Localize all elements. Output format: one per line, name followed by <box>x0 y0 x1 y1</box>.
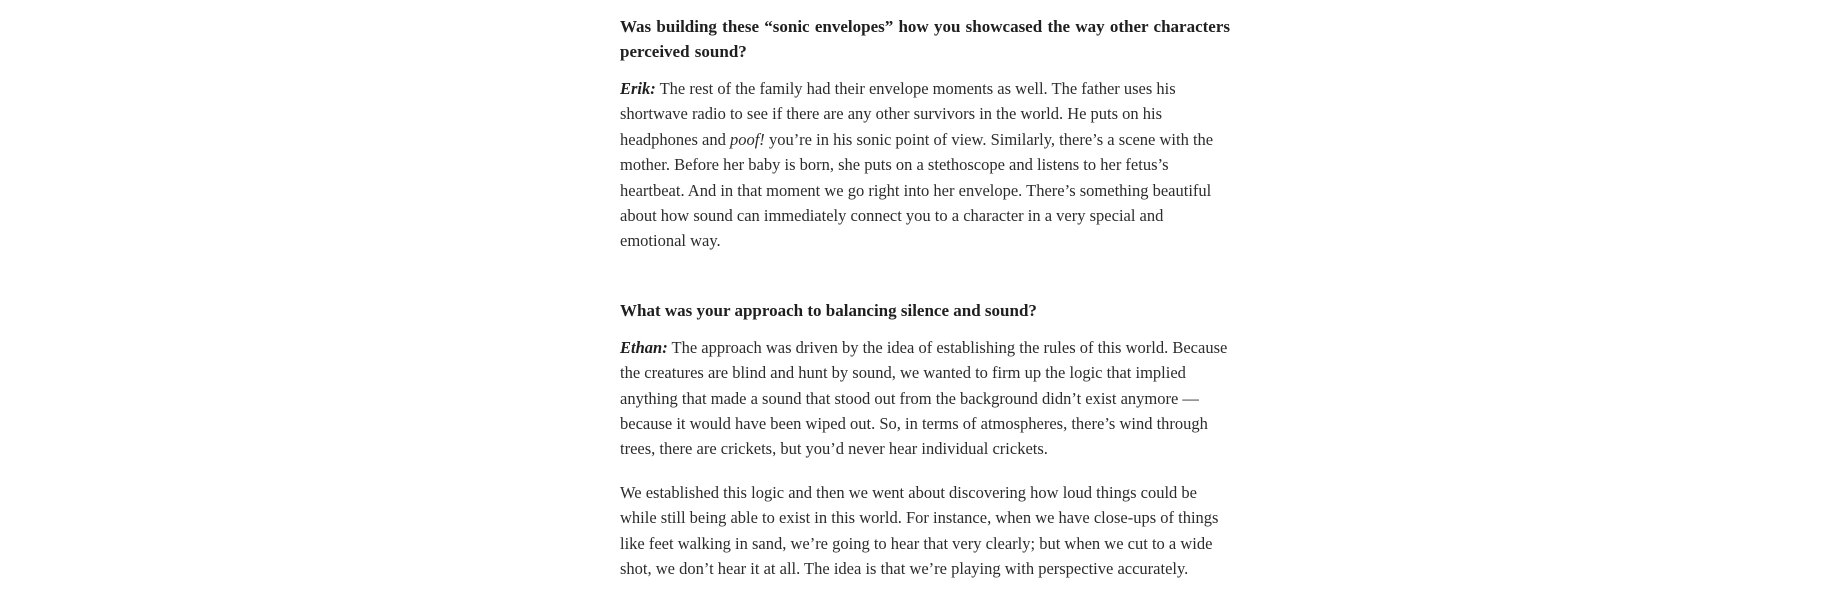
interview-question-1: Was building these “sonic envelopes” how you showcased the way other characters perceived sound? <box>620 17 1230 61</box>
article-body <box>620 14 1230 600</box>
interview-question-2: What was your approach to balancing silence and sound? <box>620 300 1037 320</box>
emphasis-text: poof! <box>729 129 765 149</box>
interview-answer-2 <box>620 335 1230 462</box>
answer-text: you’re in his sonic point of view. Similarly, there’s a scene with the mother. Before her baby is born, she puts on a stethoscope and listens to her fetus’s heartbeat. And in that moment we go right into her envelope. There’s something beautiful about how sound can immediately connect you to a character in a very special and emotional way. <box>620 129 1214 251</box>
interview-answer-3: We established this logic and then we went about discovering how loud things could be while still being able to exist in this world. For instance, when we have close-ups of things like feet walking in sand, we’re going to hear that very clearly; but when we cut to a wide shot, we don’t hear it at all. The idea is that we’re playing with perspective accurately. <box>620 482 1219 579</box>
answer-text: The rest of the family had their envelope moments as well. The father uses his shortwave radio to see if there are any other survivors in the world. He puts on his headphones and <box>620 79 1176 149</box>
interview-answer-1 <box>620 76 1230 254</box>
speaker-name: Ethan: <box>620 337 668 357</box>
answer-text: The approach was driven by the idea of establishing the rules of this world. Because the creatures are blind and hunt by sound, we wanted to firm up the logic that implied anything that made a sound that stood out from the background didn’t exist anymore — because it would have been wiped out. So, in terms of atmospheres, there’s wind through trees, there are crickets, but you’d never hear individual crickets. <box>620 337 1228 459</box>
speaker-name: Erik: <box>620 79 656 98</box>
